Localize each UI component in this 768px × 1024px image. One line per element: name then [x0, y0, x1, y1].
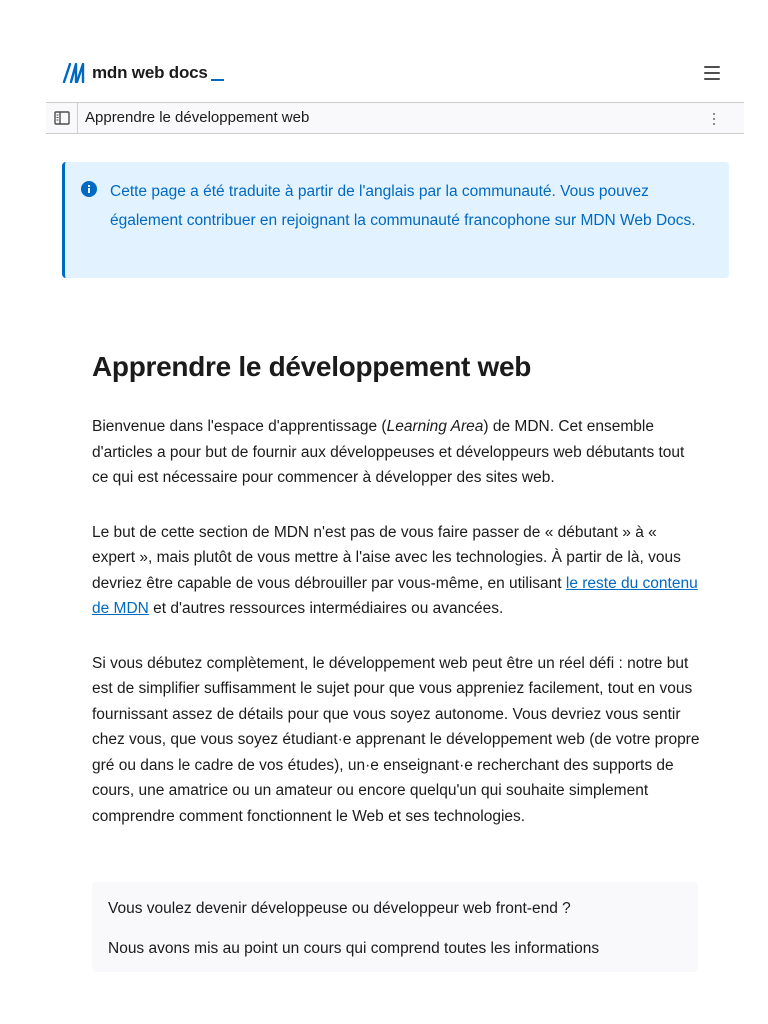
- goal-text-end: et d'autres ressources intermédiaires ou avancées.: [148, 600, 504, 617]
- page-title: Apprendre le développement web: [92, 351, 532, 382]
- translation-notice: [62, 162, 729, 278]
- frontend-course-callout: [92, 882, 698, 972]
- breadcrumb[interactable]: Apprendre le développement web: [85, 109, 310, 126]
- callout-body: Nous avons mis au point un cours qui comprend toutes les informations: [108, 940, 600, 957]
- site-header: [0, 0, 768, 102]
- intro-text-end: ) de MDN. Cet ensemble d'articles a pour but de fournir aux développeuses et développeurs web débutants tout ce qui est nécessaire pour commencer à développer des sites web.: [92, 418, 685, 486]
- beginner-paragraph: Si vous débutez complètement, le développement web peut être un réel défi : notre but est de simplifier suffisamment le sujet pour que vous appreniez facilement, tout en vous fournissant assez de détails pour que vous soyez autonome. Vous devriez vous sentir chez vous, que vous soyez étudiant·e apprenant le développement web (de votre propre gré ou dans le cadre de vos études), un·e enseignant·e recherchant des supports de cours, une amatrice ou un amateur ou encore quelqu'un qui souhaite simplement comprendre comment fonctionnent le Web et ses technologies.: [92, 654, 700, 825]
- goal-paragraph: [92, 520, 702, 622]
- info-icon: [81, 181, 97, 197]
- logo-cursor: [211, 79, 224, 81]
- article-content: [92, 340, 702, 957]
- learning-area-term: Learning Area: [386, 418, 484, 435]
- mdn-logo-icon: [62, 63, 86, 83]
- intro-paragraph: [92, 414, 702, 491]
- sidebar-toggle-button[interactable]: [46, 103, 78, 133]
- intro-text-start: Bienvenue dans l'espace d'apprentissage (: [92, 418, 387, 435]
- vertical-ellipsis-icon[interactable]: [706, 109, 722, 129]
- goal-text-start: Le but de cette section de MDN n'est pas de vous faire passer de « débutant » à « expert », mais plutôt de vous mettre à l'aise avec les technologies. À partir de là, vous devriez être capable de vous débrouiller par vous-même, en utilisant: [92, 523, 681, 592]
- notice-text: Cette page a été traduite à partir de l'anglais par la communauté. Vous pouvez également contribuer en rejoignant la communauté francophone sur MDN Web Docs.: [110, 183, 696, 229]
- logo-text: mdn web docs: [92, 63, 208, 82]
- sidebar-toggle-icon: [54, 111, 70, 125]
- hamburger-menu-icon[interactable]: [701, 64, 723, 82]
- article-toolbar: [46, 102, 744, 134]
- mdn-logo[interactable]: [62, 62, 224, 84]
- rest-of-mdn-link[interactable]: le reste du contenu de MDN: [92, 574, 698, 617]
- callout-question: Vous voulez devenir développeuse ou développeur web front-end ?: [108, 900, 571, 917]
